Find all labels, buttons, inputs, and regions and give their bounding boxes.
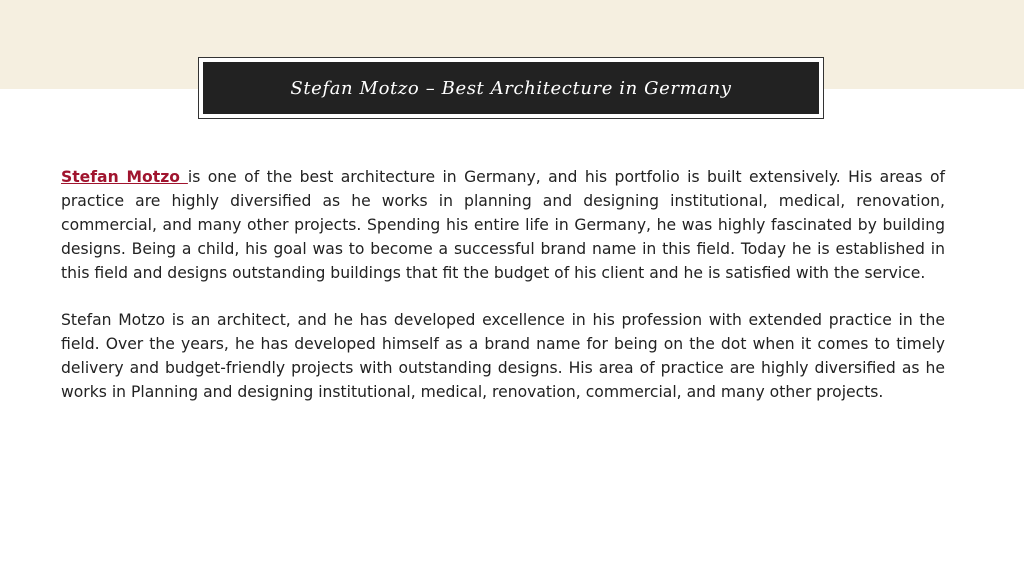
main-content xyxy=(61,165,945,404)
paragraph-2: Stefan Motzo is an architect, and he has developed excellence in his profession with extended practice in the field. Over the years, he has developed himself as a brand name for being on the dot when it comes to timely delivery and budget-friendly projects with outstanding designs. His area of practice are highly diversified as he works in Planning and designing institutional, medical, renovation, commercial, and many other projects. xyxy=(61,311,945,401)
paragraph-1 xyxy=(61,165,945,285)
title-frame xyxy=(198,57,824,119)
page-title: Stefan Motzo – Best Architecture in Germany xyxy=(290,77,732,99)
author-link[interactable]: Stefan Motzo xyxy=(61,168,188,186)
paragraph-1-text: is one of the best architecture in Germany, and his portfolio is built extensively. His areas of practice are highly diversified as he works in planning and designing institutional, medical, renovation, commercial, and many other projects. Spending his entire life in Germany, he was highly fascinated by building designs. Being a child, his goal was to become a successful brand name in this field. Today he is established in this field and designs outstanding buildings that fit the budget of his client and he is satisfied with the service. xyxy=(61,168,945,282)
title-box xyxy=(203,62,819,114)
